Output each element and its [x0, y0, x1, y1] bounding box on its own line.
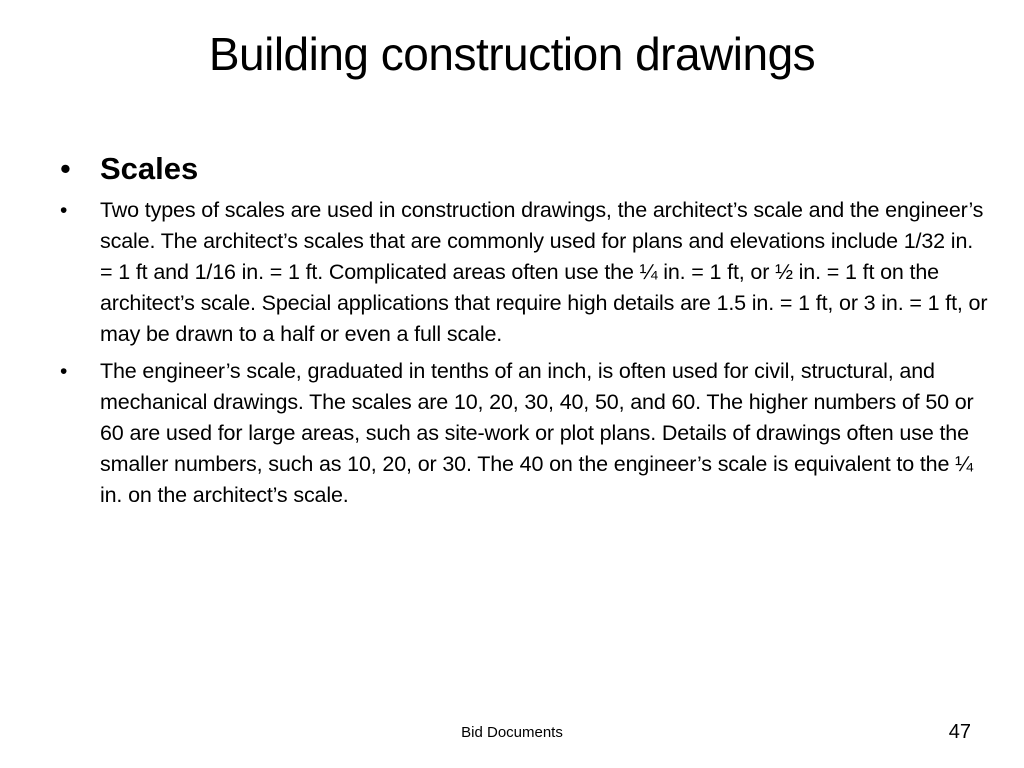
bullet-engineer-scale	[60, 356, 990, 511]
bullet-marker: •	[60, 198, 68, 222]
bullet-marker: •	[60, 151, 71, 186]
slide-body	[60, 150, 990, 517]
bullet-architect-scale	[60, 195, 990, 350]
bullet-text: Two types of scales are used in construction drawings, the architect’s scale and the engineer’s scale. The architect’s scales that are commonly used for plans and elevations include 1/32 in. = 1 ft and 1/16 in. = 1 ft. Complicated areas often use the ¼ in. = 1 ft, or ½ in. = 1 ft on the architect’s scale. Special applications that require high details are 1.5 in. = 1 ft, or 3 in. = 1 ft, or may be drawn to a half or even a full scale.	[100, 197, 988, 346]
slide-title: Building construction drawings	[208, 28, 816, 80]
bullet-heading-text: Scales	[100, 151, 199, 186]
footer-text: Bid Documents	[461, 724, 563, 741]
bullet-text: The engineer’s scale, graduated in tenths of an inch, is often used for civil, structural, and mechanical drawings. The scales are 10, 20, 30, 40, 50, and 60. The higher numbers of 50 or 60 are used for large areas, such as site-work or plot plans. Details of drawings often use the smaller numbers, such as 10, 20, or 30. The 40 on the engineer’s scale is equivalent to the ¼ in. on the architect’s scale.	[100, 358, 974, 507]
bullet-marker: •	[60, 359, 68, 383]
bullet-heading-scales	[60, 150, 990, 189]
slide-number: 47	[948, 721, 971, 743]
